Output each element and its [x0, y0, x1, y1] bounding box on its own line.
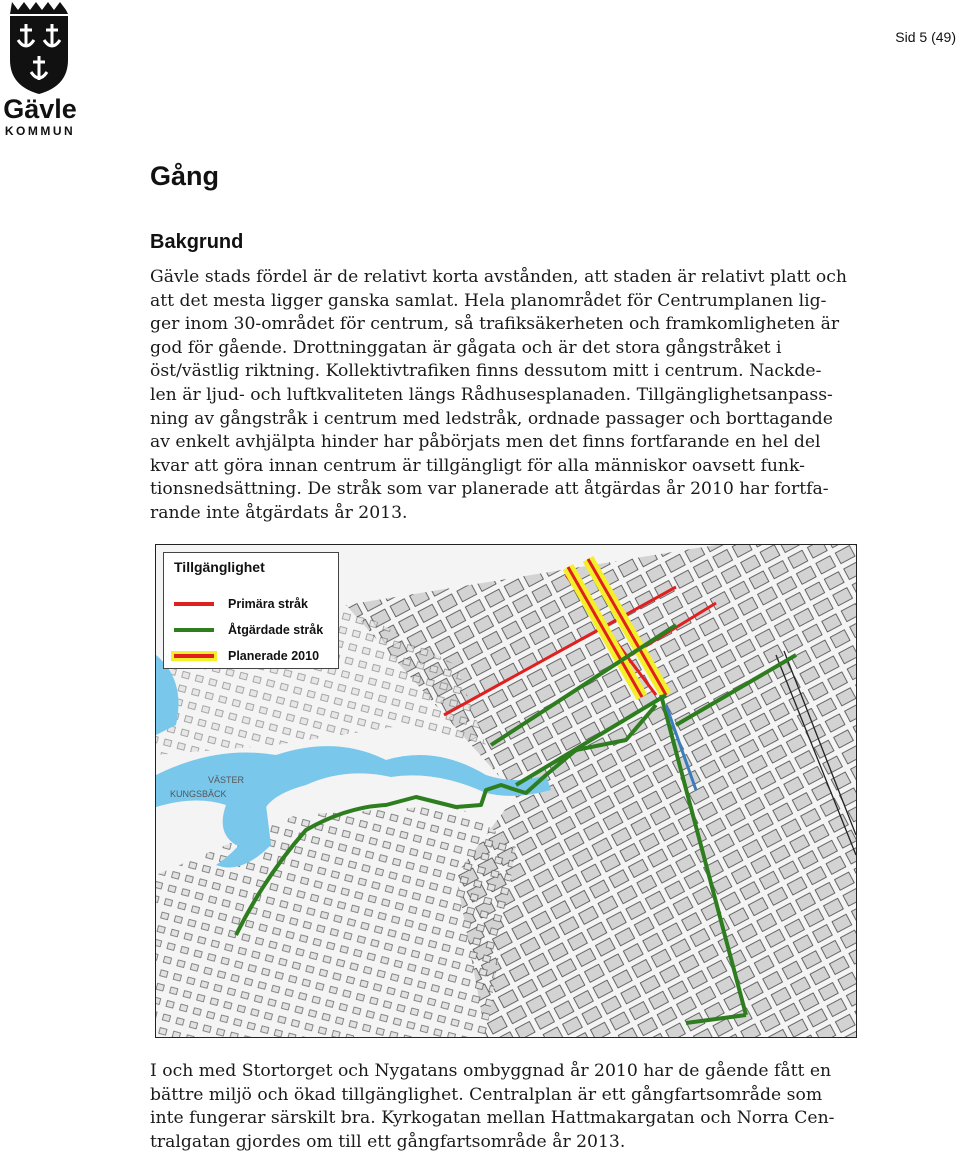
legend-label: Primära stråk [228, 597, 308, 611]
text-line: I och med Stortorget och Nygatans ombyggnad år 2010 har de gående fått en [150, 1061, 832, 1081]
text-line: len är ljud- och luftkvaliteten längs Rådhusesplanaden. Tillgänglighetsanpass- [150, 384, 833, 405]
body-paragraph-1 [150, 266, 860, 526]
legend-item-primary [174, 597, 338, 615]
text-line: tralgatan gjordes om till ett gångfartsområde år 2013. [150, 1131, 626, 1152]
text-line: bättre miljö och ökad tillgänglighet. Centralplan är ett gångfartsområde som [150, 1084, 823, 1105]
legend-label: Åtgärdade stråk [228, 623, 324, 637]
map-legend [163, 552, 339, 669]
body-paragraph-2 [150, 1060, 860, 1154]
accessibility-map [155, 544, 857, 1038]
text-line: öst/västlig riktning. Kollektivtrafiken finns dessutom mitt i centrum. Nackde- [150, 361, 822, 382]
text-line: att det mesta ligger ganska samlat. Hela planområdet för Centrumplanen lig- [150, 290, 827, 311]
page-number: Sid 5 (49) [895, 29, 956, 45]
coat-of-arms-icon [0, 0, 80, 96]
text-line: Gävle stads fördel är de relativt korta avstånden, att staden är relativt platt och [150, 267, 847, 287]
text-line: ning av gångstråk i centrum med ledstråk, ordnade passager och borttagande [150, 408, 833, 429]
legend-swatch-yellow-red [174, 654, 214, 658]
text-line: kvar att göra innan centrum är tillgängligt för alla människor oavsett funk- [150, 455, 805, 476]
text-line: rande inte åtgärdats år 2013. [150, 502, 408, 523]
legend-swatch-green [174, 628, 214, 632]
text-line: ger inom 30-området för centrum, så trafiksäkerheten och framkomligheten är [150, 314, 840, 335]
text-line: inte fungerar särskilt bra. Kyrkogatan mellan Hattmakargatan och Norra Cen- [150, 1108, 835, 1129]
legend-label: Planerade 2010 [228, 649, 320, 663]
legend-item-planned [174, 649, 338, 667]
section-heading: Bakgrund [150, 231, 244, 253]
gavle-logo [0, 0, 80, 145]
legend-swatch-red [174, 602, 214, 606]
place-label-vaster: VÄSTER [208, 775, 245, 785]
logo-subtitle: KOMMUN [4, 124, 76, 138]
text-line: god för gående. Drottninggatan är gågata och är det stora gångstråket i [150, 337, 782, 358]
page-title: Gång [150, 161, 220, 191]
text-line: av enkelt avhjälpta hinder har påbörjats men det finns fortfarande en hel del [150, 432, 821, 453]
legend-item-completed [174, 623, 338, 641]
place-label-kungsback: KUNGSBÄCK [170, 789, 227, 799]
logo-name: Gävle [3, 94, 77, 124]
text-line: tionsnedsättning. De stråk som var planerade att åtgärdas år 2010 har fortfa- [150, 479, 829, 500]
legend-title: Tillgänglighet [174, 559, 265, 575]
